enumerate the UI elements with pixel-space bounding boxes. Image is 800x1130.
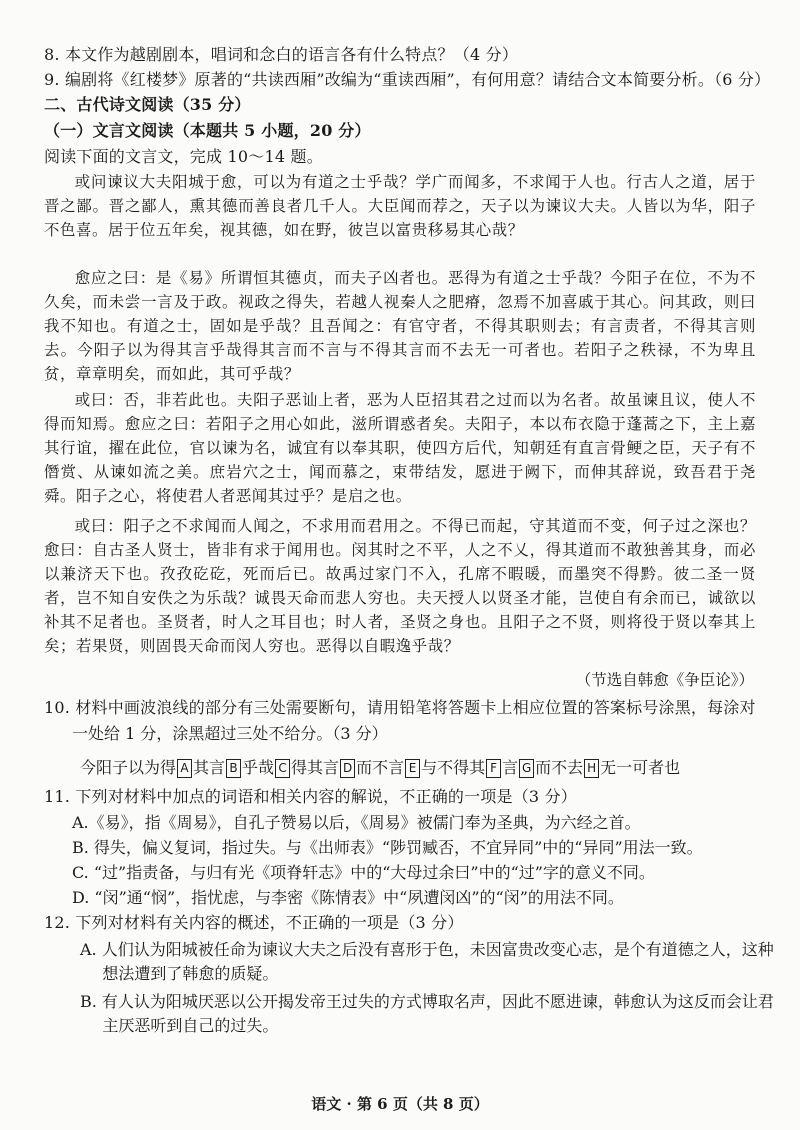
answer-marker-d: D [340,759,355,778]
question-12-option-b: B. 有人认为阳城厌恶以公开揭发帝王过失的方式博取名声，因此不愿进谏，韩愈认为这反而会让君主厌恶听到自己的过失。 [80,992,774,1035]
question-12-option-a: A. 人们认为阳城被任命为谏议大夫之后没有喜形于色，未因富贵改变心志，是个有道德之人，这种想法遭到了韩愈的质疑。 [80,940,774,983]
question-11-option-c: C. “过”指责备，与归有光《项脊轩志》中的“大母过余曰”中的“过”字的意义不同。 [72,863,655,882]
passage-paragraph-3: 或曰：否，非若此也。夫阳子恶讪上者，恶为人臣招其君之过而以为名者。故虽谏且议，使人不得而知焉。愈应之曰：若阳子之用心如此，滋所谓惑者矣。夫阳子，本以布衣隐于蓬蒿之下，主上嘉其行谊，擢在此位，官以谏为名，诚宜有以奉其职，使四方后代，知朝廷有直言骨鲠之臣，天子有不僭赏、从谏如流之美。庶岩穴之士，闻而慕之，束带结发，愿进于阙下，而伸其辞说，致吾君于尧舜。阳子之心，将使君人者恶闻其过乎？是启之也。 [44,391,756,505]
question-9: 9. 编剧将《红楼梦》原著的“共读西厢”改编为“重读西厢”，有何用意？请结合文本简要分析。（6 分） [44,70,771,89]
question-11-option-b: B. 得失，偏义复词，指过失。与《出师表》“陟罚臧否，不宜异同”中的“异同”用法一致。 [72,838,703,857]
answer-marker-f: F [486,759,501,778]
question-11-stem: 11. 下列对材料中加点的词语和相关内容的解说，不正确的一项是（3 分） [44,787,577,806]
reading-instruction: 阅读下面的文言文，完成 10～14 题。 [44,147,323,166]
subsection-title: （一）文言文阅读（本题共 5 小题，20 分） [44,121,371,140]
passage-paragraph-1: 或问谏议大夫阳城于愈，可以为有道之士乎哉？学广而闻多，不求闻于人也。行古人之道，居于晋之鄙。晋之鄙人，熏其德而善良者几千人。大臣闻而荐之，天子以为谏议大夫。人皆以为华，阳子不色喜。居于位五年矣，视其德，如在野，彼岂以富贵移易其心哉？ [44,173,756,239]
question-8: 8. 本文作为越剧剧本，唱词和念白的语言各有什么特点？（4 分） [44,45,519,64]
punctuation-sentence [80,756,680,780]
sentence-segment: 今阳子以为得 [80,758,177,777]
question-11-option-a: A.《易》，指《周易》，自孔子赞易以后，《周易》被儒门奉为圣典，为六经之首。 [72,813,641,832]
answer-marker-a: A [177,759,192,778]
passage-paragraph-4: 或曰：阳子之不求闻而人闻之，不求用而君用之。不得已而起，守其道而不变，何子过之深也？愈曰：自古圣人贤士，皆非有求于闻用也。闵其时之不平，人之不乂，得其道而不敢独善其身，而必以兼济天下也。孜孜矻矻，死而后已。故禹过家门不入，孔席不暇暖，而墨突不得黔。彼二圣一贤者，岂不知自安佚之为乐哉？诚畏天命而悲人穷也。夫天授人以贤圣才能，岂使自有余而已，诚欲以补其不足者也。圣贤者，时人之耳目也；时人者，圣贤之身也。且阳子之不贤，则将役于贤以奉其上矣；若果贤，则固畏天命而闵人穷也。恶得以自暇逸乎哉？ [44,517,756,655]
question-11-option-d: D. “闵”通“悯”，指忧虑，与李密《陈情表》中“夙遭闵凶”的“闵”的用法不同。 [72,888,624,907]
page-footer: 语文 · 第 6 页（共 8 页） [311,1095,489,1113]
sentence-segment: 得其言 [291,758,340,777]
sentence-segment: 与不得其 [421,758,486,777]
sentence-segment: 乎哉 [242,758,275,777]
sentence-segment: 言 [502,758,519,777]
question-12-stem: 12. 下列对材料有关内容的概述，不正确的一项是（3 分） [44,913,464,932]
answer-marker-h: H [584,759,599,778]
question-10-stem-cont: 一处给 1 分，涂黑超过三处不给分。（3 分） [72,724,388,743]
sentence-segment: 而不去 [535,758,584,777]
passage-source: （节选自韩愈《争臣论》） [575,671,754,689]
section-title: 二、古代诗文阅读（35 分） [44,95,251,114]
answer-marker-b: B [226,759,241,778]
answer-marker-e: E [405,759,420,778]
sentence-segment: 无一可者也 [600,758,681,777]
passage-paragraph-2: 愈应之曰：是《易》所谓恒其德贞，而夫子凶者也。恶得为有道之士乎哉？今阳子在位，不为不久矣，而未尝一言及于政。视政之得失，若越人视秦人之肥瘠，忽焉不加喜戚于其心。问其政，则曰我不知也。有道之士，固如是乎哉？且吾闻之：有官守者，不得其职则去；有言责者，不得其言则去。今阳子以为得其言乎哉得其言而不言与不得其言而不去无一可者也。若阳子之秩禄，不为卑且贫，章章明矣，而如此，其可乎哉？ [44,269,756,383]
answer-marker-c: C [275,759,290,778]
answer-marker-g: G [519,759,534,778]
question-10-stem: 10. 材料中画波浪线的部分有三处需要断句，请用铅笔将答题卡上相应位置的答案标号涂黑，每涂对 [44,698,756,717]
sentence-segment: 其言 [193,758,226,777]
sentence-segment: 而不言 [356,758,405,777]
